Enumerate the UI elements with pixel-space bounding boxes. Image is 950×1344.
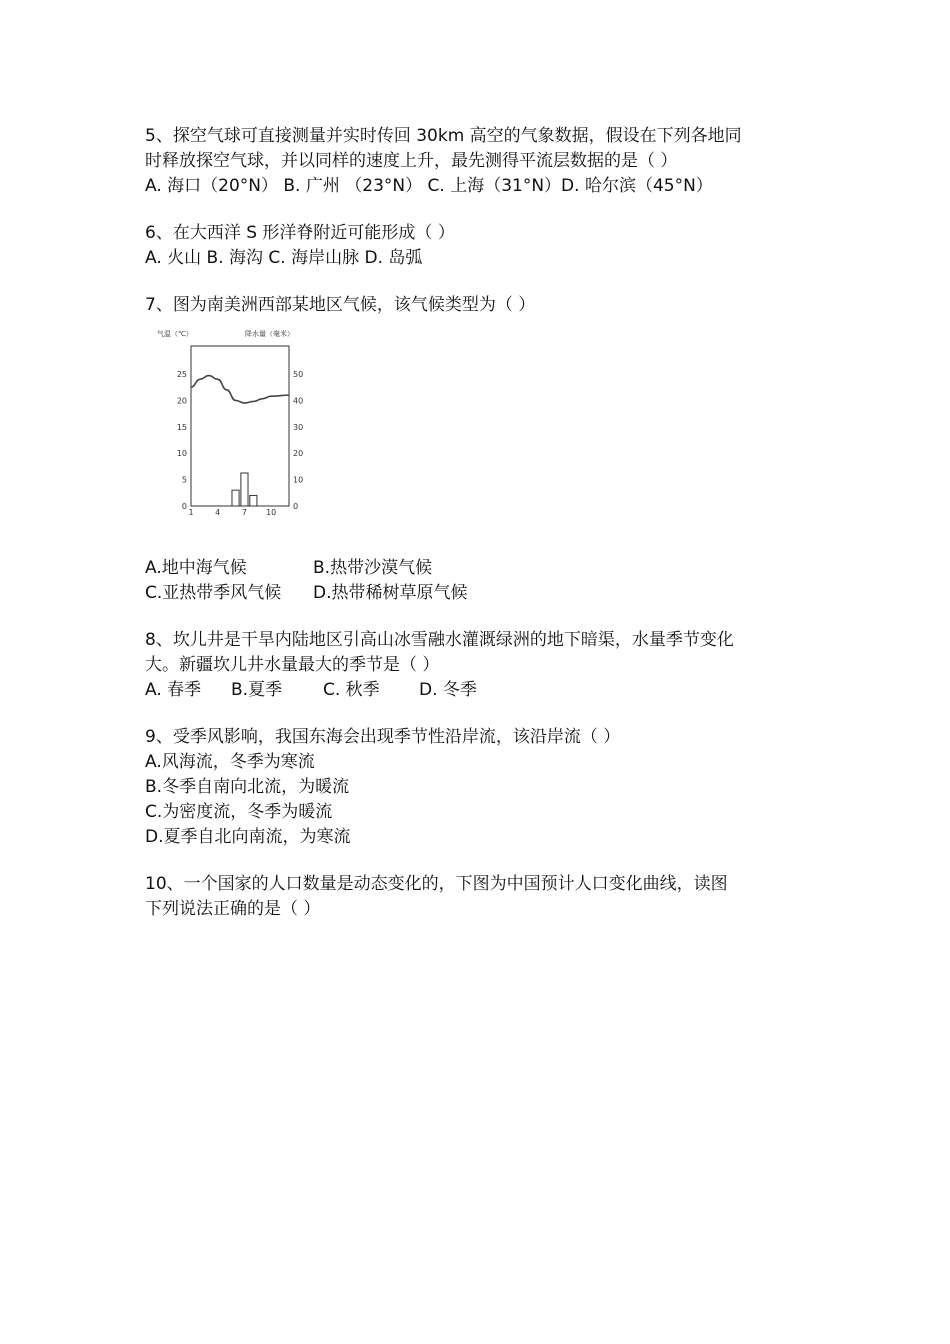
temp-tick-label: 15 (176, 422, 187, 432)
precip-tick-label: 0 (293, 502, 299, 511)
precip-bar (250, 495, 257, 506)
plot-frame (191, 346, 289, 506)
option-a: A.地中海气候 (145, 558, 247, 578)
question-7-options (145, 556, 825, 606)
month-tick-label: 7 (241, 508, 248, 517)
options-line: A. 海口（20°N） B. 广州 （23°N） C. 上海（31°N）D. 哈尔滨（45°N） (145, 176, 713, 196)
precip-tick-label: 40 (293, 396, 304, 406)
question-text-line: 10、一个国家的人口数量是动态变化的，下图为中国预计人口变化曲线，读图 (145, 874, 728, 894)
option-c: C.为密度流，冬季为暖流 (145, 802, 333, 822)
precip-tick-label: 10 (293, 475, 304, 485)
month-tick-label: 10 (266, 508, 277, 517)
option-d: D.热带稀树草原气候 (313, 583, 468, 603)
question-9 (145, 725, 825, 850)
chart-title-right: 降水量（毫米） (245, 330, 294, 338)
option-c: C.亚热带季风气候 (145, 583, 282, 603)
precip-tick-label: 30 (293, 422, 304, 432)
question-text-line: 5、探空气球可直接测量并实时传回 30km 高空的气象数据，假设在下列各地同 (145, 126, 742, 146)
precip-bar (232, 490, 239, 506)
question-text-line: 7、图为南美洲西部某地区气候，该气候类型为（ ） (145, 295, 536, 315)
question-10 (145, 872, 825, 922)
climate-chart-svg (155, 324, 315, 524)
chart-title-left: 气温（℃） (157, 330, 193, 338)
question-text-line: 时释放探空气球，并以同样的速度上升，最先测得平流层数据的是（ ） (145, 151, 678, 171)
option-a: A.风海流，冬季为寒流 (145, 752, 315, 772)
temp-tick-label: 10 (176, 449, 187, 459)
question-text-line: 大。新疆坎儿井水量最大的季节是（ ） (145, 655, 440, 675)
month-tick-label: 1 (188, 508, 194, 517)
question-8 (145, 628, 825, 703)
question-7 (145, 293, 825, 318)
precip-bar (241, 473, 248, 506)
precip-tick-label: 50 (293, 370, 304, 379)
precip-tick-label: 20 (293, 449, 304, 459)
question-sheet (145, 124, 825, 922)
question-6 (145, 221, 825, 271)
temp-tick-label: 25 (176, 370, 187, 379)
option-b: B.冬季自南向北流，为暖流 (145, 777, 350, 797)
question-5 (145, 124, 825, 199)
option-d: D. 冬季 (419, 680, 477, 700)
temp-tick-label: 0 (181, 502, 187, 511)
question-text-line: 下列说法正确的是（ ） (145, 899, 321, 919)
option-a: A. 春季 (145, 680, 202, 700)
question-text-line: 8、坎儿井是干旱内陆地区引高山冰雪融水灌溉绿洲的地下暗渠，水量季节变化 (145, 630, 734, 650)
temp-tick-label: 20 (176, 396, 187, 406)
option-c: C. 秋季 (323, 680, 380, 700)
option-b: B.夏季 (231, 680, 283, 700)
question-text-line: 9、受季风影响，我国东海会出现季节性沿岸流，该沿岸流（ ） (145, 727, 621, 747)
option-b: B.热带沙漠气候 (313, 558, 433, 578)
month-tick-label: 4 (215, 508, 221, 517)
climate-chart (155, 324, 315, 524)
temp-tick-label: 5 (181, 475, 187, 485)
option-d: D.夏季自北向南流，为寒流 (145, 827, 351, 847)
options-line: A. 火山 B. 海沟 C. 海岸山脉 D. 岛弧 (145, 248, 423, 268)
temperature-curve (191, 376, 289, 403)
question-text-line: 6、在大西洋 S 形洋脊附近可能形成（ ） (145, 223, 455, 243)
